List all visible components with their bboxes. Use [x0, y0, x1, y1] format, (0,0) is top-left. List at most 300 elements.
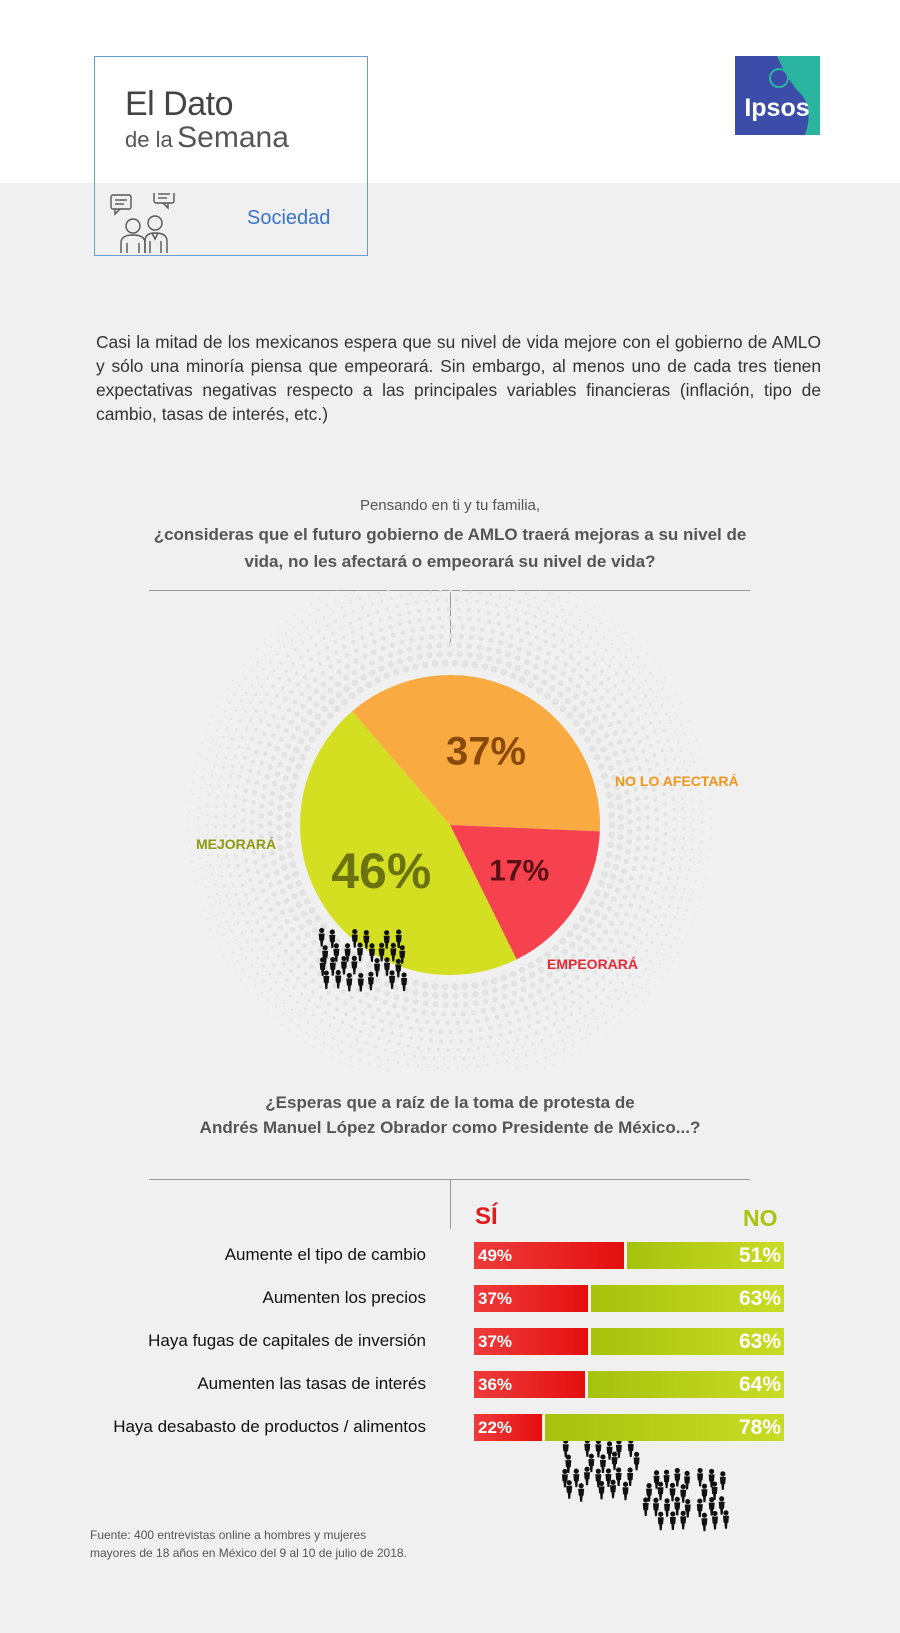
halo-dot [633, 639, 634, 640]
halo-dot [280, 785, 286, 791]
halo-dot [263, 915, 267, 919]
halo-dot [363, 644, 368, 649]
halo-dot [653, 891, 657, 895]
halo-dot [510, 1001, 515, 1006]
halo-dot [644, 795, 649, 800]
halo-dot [317, 651, 321, 655]
person-silhouette [658, 1482, 664, 1501]
halo-dot [654, 837, 658, 841]
halo-dot [485, 1017, 490, 1022]
halo-dot [226, 921, 228, 923]
person-silhouette [605, 1468, 611, 1487]
halo-dot [548, 593, 550, 595]
halo-dot [381, 1028, 385, 1032]
halo-dot [390, 642, 395, 647]
halo-dot [626, 885, 631, 890]
halo-dot [504, 1012, 509, 1017]
halo-dot [658, 906, 661, 909]
person-silhouette [697, 1498, 703, 1517]
halo-dot [619, 921, 624, 926]
halo-dot [197, 827, 199, 829]
halo-dot [446, 651, 452, 657]
halo-dot [646, 950, 649, 953]
halo-dot [525, 1055, 527, 1057]
halo-dot [352, 670, 358, 676]
halo-dot [192, 781, 193, 782]
halo-dot [487, 1045, 490, 1048]
halo-dot [579, 995, 583, 999]
halo-dot [379, 628, 383, 632]
halo-dot [509, 598, 512, 601]
halo-dot [269, 702, 273, 706]
halo-dot [700, 897, 701, 898]
halo-dot [397, 649, 403, 655]
halo-dot [272, 892, 277, 897]
halo-dot [608, 629, 610, 631]
halo-dot [397, 658, 403, 664]
halo-dot [452, 984, 459, 991]
halo-dot [271, 946, 275, 950]
halo-dot [603, 892, 609, 898]
halo-dot [486, 646, 492, 652]
halo-dot [211, 906, 213, 908]
halo-dot [562, 1060, 563, 1061]
halo-dot [485, 601, 488, 604]
halo-dot [628, 687, 631, 690]
halo-dot [409, 637, 414, 642]
halo-dot [439, 1039, 443, 1043]
halo-dot [613, 1028, 614, 1029]
halo-dot [654, 915, 657, 918]
halo-dot [476, 1065, 478, 1067]
halo-dot [285, 979, 288, 982]
halo-dot [256, 676, 258, 678]
halo-dot [636, 884, 641, 889]
halo-dot [315, 713, 321, 719]
halo-dot [571, 1055, 572, 1056]
halo-dot [341, 699, 348, 706]
halo-dot [287, 884, 293, 890]
halo-dot [467, 617, 471, 621]
halo-dot [304, 971, 308, 975]
halo-dot [349, 602, 351, 604]
halo-dot [417, 618, 421, 622]
halo-dot [301, 620, 303, 622]
halo-dot [655, 817, 659, 821]
halo-dot [515, 1058, 517, 1060]
halo-dot [689, 789, 691, 791]
halo-dot [571, 1001, 575, 1005]
halo-dot [466, 1066, 468, 1068]
halo-dot [534, 625, 538, 629]
halo-dot [264, 710, 268, 714]
halo-dot [295, 671, 299, 675]
halo-dot [459, 634, 464, 639]
title-semana: Semana [177, 121, 289, 154]
halo-dot [683, 888, 685, 890]
halo-dot [703, 887, 704, 888]
halo-dot [596, 737, 602, 743]
halo-dot [220, 720, 222, 722]
halo-dot [569, 942, 575, 948]
halo-dot [563, 1049, 565, 1051]
halo-dot [505, 605, 508, 608]
halo-dot [353, 1017, 357, 1021]
halo-dot [250, 830, 255, 835]
svg-text:Ipsos: Ipsos [744, 94, 810, 122]
halo-dot [664, 758, 667, 761]
halo-dot [605, 1034, 606, 1035]
halo-dot [293, 747, 299, 753]
bar-category-label: Aumenten los precios [262, 1288, 426, 1307]
halo-dot [479, 636, 484, 641]
halo-dot [412, 980, 419, 987]
halo-dot [450, 625, 455, 630]
halo-dot [593, 910, 599, 916]
halo-dot [665, 934, 667, 936]
halo-dot [447, 607, 451, 611]
halo-dot [710, 828, 711, 829]
halo-dot [580, 701, 586, 707]
halo-dot [368, 1034, 371, 1037]
halo-dot [267, 765, 272, 770]
halo-dot [241, 883, 245, 887]
halo-dot [609, 822, 616, 829]
halo-dot [618, 998, 620, 1000]
halo-dot [267, 924, 271, 928]
halo-dot [562, 996, 566, 1000]
halo-dot [533, 615, 536, 618]
bar-category-label: Aumente el tipo de cambio [224, 1245, 426, 1264]
halo-dot [517, 1067, 519, 1069]
halo-dot [664, 915, 667, 918]
halo-dot [248, 976, 250, 978]
halo-dot [661, 943, 663, 945]
halo-dot [618, 940, 622, 944]
halo-dot [591, 945, 596, 950]
halo-dot [554, 978, 559, 983]
halo-dot [236, 922, 239, 925]
halo-dot [636, 806, 641, 811]
halo-dot [418, 1028, 422, 1032]
halo-dot [326, 656, 330, 660]
halo-dot [487, 611, 491, 615]
halo-dot [626, 671, 629, 674]
halo-dot [682, 943, 683, 944]
person-silhouette [346, 973, 352, 992]
halo-dot [616, 974, 619, 977]
halo-dot [229, 874, 232, 877]
halo-dot [686, 934, 687, 935]
halo-dot [620, 692, 624, 696]
halo-dot [197, 817, 199, 819]
halo-dot [686, 878, 688, 880]
halo-dot [349, 994, 354, 999]
halo-dot [427, 1047, 430, 1050]
halo-dot [342, 635, 346, 639]
halo-dot [294, 711, 299, 716]
source-footnote [90, 1526, 430, 1562]
halo-dot [544, 639, 548, 643]
halo-dot [645, 735, 649, 739]
halo-dot [555, 656, 560, 661]
halo-dot [659, 871, 663, 875]
halo-dot [566, 713, 573, 720]
halo-dot [589, 637, 592, 640]
halo-dot [227, 784, 230, 787]
halo-dot [263, 751, 268, 756]
halo-dot [587, 708, 593, 714]
halo-dot [612, 712, 617, 717]
halo-dot [701, 821, 703, 823]
halo-dot [536, 1020, 540, 1024]
halo-dot [618, 705, 622, 709]
halo-dot [528, 642, 533, 647]
halo-dot [705, 877, 706, 878]
halo-dot [595, 982, 599, 986]
halo-dot [553, 1023, 556, 1026]
halo-dot [407, 656, 413, 662]
question1-title: ¿consideras que el futuro gobierno de AMLO traerá mejoras a su nivel de vida, no les afectará o empeorará su nivel de vida? [153, 525, 747, 571]
halo-dot [393, 669, 400, 676]
halo-dot [286, 621, 287, 622]
halo-dot [276, 954, 280, 958]
halo-dot [250, 810, 255, 815]
halo-dot [290, 861, 297, 868]
halo-dot [670, 722, 672, 724]
halo-dot [689, 859, 691, 861]
halo-dot [624, 932, 628, 936]
halo-dot [680, 857, 683, 860]
halo-dot [544, 1068, 545, 1069]
halo-dot [344, 1012, 348, 1016]
halo-dot [691, 839, 693, 841]
person-silhouette [600, 1454, 606, 1473]
halo-dot [655, 985, 656, 986]
halo-dot [608, 665, 611, 668]
halo-dot [261, 794, 266, 799]
halo-dot [345, 653, 350, 658]
halo-dot [281, 1024, 282, 1025]
halo-dot [279, 662, 282, 665]
halo-dot [488, 1026, 492, 1030]
halo-dot [512, 1049, 515, 1052]
halo-dot [661, 977, 662, 978]
halo-dot [567, 1025, 570, 1028]
halo-dot [276, 724, 281, 729]
halo-dot [544, 1048, 546, 1050]
halo-dot [471, 982, 478, 989]
halo-dot [607, 802, 614, 809]
halo-dot [613, 730, 618, 735]
halo-dot [304, 898, 311, 905]
person-silhouette [563, 1439, 569, 1458]
person-silhouette [607, 1441, 613, 1460]
halo-dot [453, 1058, 456, 1061]
halo-dot [302, 943, 307, 948]
halo-dot [390, 1031, 394, 1035]
halo-dot [283, 646, 285, 648]
halo-dot [689, 721, 690, 722]
halo-dot [323, 616, 325, 618]
halo-dot [610, 619, 611, 620]
bar-category-label: Aumenten las tasas de interés [197, 1374, 426, 1393]
halo-dot [649, 993, 650, 994]
halo-dot [689, 900, 691, 902]
halo-dot [437, 616, 441, 620]
halo-dot [583, 691, 588, 696]
halo-dot [303, 675, 307, 679]
halo-dot [307, 1021, 309, 1023]
halo-dot [380, 646, 385, 651]
halo-dot [670, 748, 673, 751]
halo-dot [595, 630, 597, 632]
halo-dot [326, 624, 329, 627]
halo-dot [209, 784, 211, 786]
person-silhouette [701, 1484, 707, 1503]
halo-dot [536, 1061, 538, 1063]
halo-dot [214, 915, 216, 917]
halo-dot [644, 712, 647, 715]
halo-dot [709, 798, 710, 799]
halo-dot [296, 763, 303, 770]
halo-dot [293, 699, 298, 704]
halo-dot [229, 963, 230, 964]
halo-dot [238, 874, 242, 878]
halo-dot [276, 995, 278, 997]
halo-dot [675, 694, 676, 695]
halo-dot [318, 609, 320, 611]
halo-dot [508, 1021, 512, 1025]
halo-dot [332, 1047, 334, 1049]
halo-dot [293, 626, 295, 628]
halo-dot [299, 754, 306, 761]
bar-si-segment: 37% [474, 1328, 588, 1355]
halo-dot [552, 644, 556, 648]
halo-dot [442, 993, 448, 999]
halo-dot [680, 703, 681, 704]
halo-dot [628, 767, 633, 772]
halo-dot [616, 844, 622, 850]
halo-dot [666, 768, 669, 771]
halo-dot [507, 624, 511, 628]
halo-dot [291, 893, 297, 899]
halo-dot [615, 672, 618, 675]
halo-dot [543, 629, 547, 633]
halo-dot [509, 635, 514, 640]
halo-dot [420, 627, 425, 632]
halo-dot [676, 715, 678, 717]
halo-dot [232, 680, 233, 681]
halo-dot [449, 590, 452, 592]
halo-dot [609, 938, 614, 943]
halo-dot [308, 951, 313, 956]
halo-dot [707, 867, 708, 868]
halo-dot [654, 807, 658, 811]
halo-dot [362, 654, 367, 659]
halo-dot [371, 1025, 375, 1029]
halo-dot [636, 816, 641, 821]
halo-dot [587, 1024, 589, 1026]
halo-dot [284, 949, 288, 953]
halo-dot [353, 591, 355, 593]
halo-dot [472, 991, 478, 997]
halo-dot [640, 958, 643, 961]
halo-dot [304, 1008, 307, 1011]
halo-dot [462, 983, 469, 990]
halo-dot [549, 685, 555, 691]
halo-dot [265, 938, 269, 942]
halo-dot [216, 795, 219, 798]
halo-dot [551, 623, 554, 626]
halo-dot [608, 742, 614, 748]
halo-dot [402, 1006, 407, 1011]
halo-dot [600, 623, 602, 625]
halo-dot [436, 1067, 438, 1069]
halo-dot [208, 896, 210, 898]
halo-dot [516, 618, 520, 622]
halo-dot [559, 938, 566, 945]
halo-dot [426, 643, 432, 649]
halo-dot [246, 988, 247, 989]
halo-dot [291, 1008, 293, 1010]
halo-dot [335, 681, 341, 687]
halo-dot [378, 656, 384, 662]
person-silhouette [664, 1498, 670, 1517]
halo-dot [388, 1069, 390, 1071]
halo-dot [428, 1029, 432, 1033]
halo-dot [555, 615, 558, 618]
halo-dot [679, 867, 682, 870]
halo-dot [315, 958, 320, 963]
halo-dot [621, 982, 624, 985]
halo-dot [534, 596, 536, 598]
halo-dot [422, 662, 429, 669]
halo-dot [259, 804, 264, 809]
halo-dot [206, 758, 208, 760]
halo-dot [395, 1014, 400, 1019]
halo-dot [550, 992, 555, 997]
halo-dot [586, 602, 587, 603]
person-silhouette [562, 1469, 568, 1488]
halo-dot [604, 861, 611, 868]
halo-dot [429, 634, 434, 639]
halo-dot [322, 1052, 323, 1053]
halo-dot [289, 970, 293, 974]
halo-dot [634, 756, 639, 761]
halo-dot [432, 992, 438, 998]
halo-dot [506, 615, 510, 619]
halo-dot [191, 861, 192, 862]
halo-dot [272, 963, 275, 966]
halo-dot [593, 688, 598, 693]
halo-dot [562, 972, 567, 977]
halo-dot [280, 910, 285, 915]
halo-dot [389, 1021, 393, 1025]
halo-dot [625, 656, 627, 658]
halo-dot [272, 714, 276, 718]
halo-dot [245, 692, 247, 694]
halo-dot [616, 760, 622, 766]
halo-dot [218, 925, 220, 927]
halo-dot [490, 629, 495, 634]
halo-dot [593, 651, 596, 654]
person-silhouette [720, 1471, 726, 1490]
halo-dot [286, 655, 289, 658]
halo-dot [391, 633, 396, 638]
halo-dot [384, 1048, 387, 1051]
halo-dot [668, 905, 671, 908]
